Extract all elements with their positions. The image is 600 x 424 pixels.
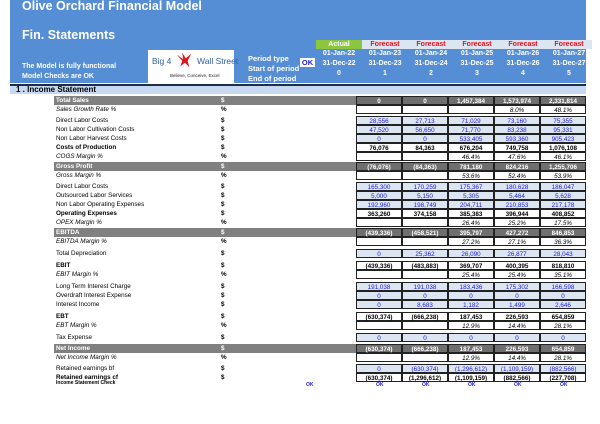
table-row bbox=[54, 96, 586, 105]
eagle-icon bbox=[175, 51, 193, 69]
table-cell[interactable]: 210,853 bbox=[494, 200, 540, 209]
period-number: 4 bbox=[521, 70, 525, 77]
table-cell: 385,383 bbox=[448, 209, 494, 218]
table-cell: 396,944 bbox=[494, 209, 540, 218]
row-unit: $ bbox=[221, 201, 225, 208]
row-label: COGS Margin % bbox=[56, 153, 103, 160]
table-cell[interactable]: 71,770 bbox=[448, 125, 494, 134]
row-label: Retained earnings cf bbox=[56, 374, 118, 381]
period-start: 01-Jan-22 bbox=[322, 50, 356, 57]
period-end: 31-Dec-23 bbox=[368, 60, 402, 67]
table-cell bbox=[356, 237, 402, 246]
table-row bbox=[54, 228, 586, 237]
table-cell[interactable]: 0 bbox=[540, 333, 586, 342]
table-cell: 2,331,814 bbox=[540, 96, 586, 105]
table-cell[interactable]: 905,423 bbox=[540, 134, 586, 143]
table-cell[interactable]: 198,749 bbox=[402, 200, 448, 209]
table-cell: 676,204 bbox=[448, 143, 494, 152]
table-cell[interactable]: 47,520 bbox=[356, 125, 402, 134]
period-column-5 bbox=[546, 40, 592, 79]
table-cell: 17.5% bbox=[540, 218, 586, 227]
row-unit: $ bbox=[221, 97, 225, 104]
table-cell bbox=[402, 353, 448, 362]
row-unit: $ bbox=[221, 292, 225, 299]
table-cell: (483,883) bbox=[402, 261, 448, 270]
row-label: Outsourced Labor Services bbox=[56, 192, 133, 199]
logo-right-text: Wall Street bbox=[197, 56, 239, 66]
table-cell[interactable]: 204,711 bbox=[448, 200, 494, 209]
table-cell: (666,238) bbox=[402, 344, 448, 353]
row-label: Operating Expenses bbox=[56, 210, 117, 217]
row-unit: $ bbox=[221, 301, 225, 308]
table-cell: 27.1% bbox=[494, 237, 540, 246]
row-label: Direct Labor Costs bbox=[56, 183, 109, 190]
table-cell bbox=[356, 353, 402, 362]
table-row bbox=[54, 333, 586, 342]
table-cell[interactable]: 73,160 bbox=[494, 116, 540, 125]
table-cell: 84,363 bbox=[402, 143, 448, 152]
table-cell[interactable]: (882,566) bbox=[540, 364, 586, 373]
table-cell: 27.2% bbox=[448, 237, 494, 246]
check-ok: OK bbox=[514, 382, 522, 388]
row-unit: $ bbox=[221, 334, 225, 341]
table-cell bbox=[356, 152, 402, 161]
table-cell bbox=[448, 105, 494, 114]
row-unit: % bbox=[221, 271, 227, 278]
label-end-of-period: End of period bbox=[248, 74, 297, 83]
table-row bbox=[54, 218, 586, 227]
label-start-of-period: Start of period bbox=[248, 64, 300, 73]
table-row bbox=[54, 171, 586, 180]
row-unit: $ bbox=[221, 345, 225, 352]
table-cell bbox=[402, 152, 448, 161]
table-cell: (882,566) bbox=[494, 373, 540, 382]
label-period-type: Period type bbox=[248, 54, 289, 63]
table-cell: 12.9% bbox=[448, 321, 494, 330]
table-cell: 35.1% bbox=[540, 270, 586, 279]
row-label: EBITDA bbox=[56, 229, 80, 236]
table-cell[interactable]: 0 bbox=[356, 134, 402, 143]
table-cell: 363,260 bbox=[356, 209, 402, 218]
table-row bbox=[54, 209, 586, 218]
table-cell bbox=[402, 105, 448, 114]
table-cell[interactable]: 5,628 bbox=[540, 191, 586, 200]
table-cell: 12.9% bbox=[448, 353, 494, 362]
row-label: Direct Labor Costs bbox=[56, 117, 109, 124]
table-row bbox=[54, 364, 586, 373]
table-cell[interactable]: (1,296,612) bbox=[448, 364, 494, 373]
row-unit: % bbox=[221, 106, 227, 113]
table-cell[interactable]: 191,038 bbox=[356, 282, 402, 291]
row-unit: $ bbox=[221, 374, 225, 381]
table-cell[interactable]: 533,405 bbox=[448, 134, 494, 143]
row-label: Sales Growth Rate % bbox=[56, 106, 117, 113]
table-cell: 46.4% bbox=[448, 152, 494, 161]
table-row bbox=[54, 373, 586, 382]
table-cell: 400,395 bbox=[494, 261, 540, 270]
table-cell[interactable]: 28,043 bbox=[540, 249, 586, 258]
table-cell bbox=[402, 270, 448, 279]
table-row bbox=[54, 116, 586, 125]
table-cell: (1,109,159) bbox=[448, 373, 494, 382]
table-cell[interactable]: 0 bbox=[540, 291, 586, 300]
table-cell: (666,238) bbox=[402, 312, 448, 321]
section-title: 1 . Income Statement bbox=[16, 85, 97, 94]
row-label: Interest Income bbox=[56, 301, 100, 308]
table-row bbox=[54, 134, 586, 143]
table-cell: (439,336) bbox=[356, 261, 402, 270]
section-header-income-statement bbox=[10, 84, 586, 94]
table-cell: 408,852 bbox=[540, 209, 586, 218]
table-row bbox=[54, 282, 586, 291]
table-cell: 8.0% bbox=[494, 105, 540, 114]
table-cell: 48.1% bbox=[540, 105, 586, 114]
model-title: Olive Orchard Financial Model bbox=[22, 0, 202, 13]
table-cell: 226,593 bbox=[494, 312, 540, 321]
row-unit: $ bbox=[221, 126, 225, 133]
row-label: Retained earnings bf bbox=[56, 365, 115, 372]
table-cell: 25.4% bbox=[448, 270, 494, 279]
period-type: Forecast bbox=[500, 40, 546, 49]
table-cell[interactable]: 191,038 bbox=[402, 282, 448, 291]
period-number: 2 bbox=[429, 70, 433, 77]
table-cell: (630,374) bbox=[356, 373, 402, 382]
row-label: Gross Profit bbox=[56, 163, 93, 170]
table-cell: 824,216 bbox=[494, 162, 540, 171]
status-checks: Model Checks are OK bbox=[22, 73, 94, 80]
table-cell: 25.2% bbox=[494, 218, 540, 227]
table-cell: 26.4% bbox=[448, 218, 494, 227]
table-cell[interactable]: (630,374) bbox=[402, 364, 448, 373]
table-cell: 781,180 bbox=[448, 162, 494, 171]
period-type: Actual bbox=[316, 40, 362, 49]
row-label: Tax Expense bbox=[56, 334, 93, 341]
row-label: Net Income Margin % bbox=[56, 354, 117, 361]
table-cell: 47.6% bbox=[494, 152, 540, 161]
row-label: Gross Margin % bbox=[56, 172, 102, 179]
model-status bbox=[22, 62, 116, 82]
check-ok: OK bbox=[376, 382, 384, 388]
row-unit: % bbox=[221, 322, 227, 329]
table-cell: 46.1% bbox=[540, 152, 586, 161]
table-cell: (630,374) bbox=[356, 312, 402, 321]
table-cell[interactable]: 175,367 bbox=[448, 182, 494, 191]
table-row bbox=[54, 291, 586, 300]
check-ok: OK bbox=[560, 382, 568, 388]
table-cell: 28.1% bbox=[540, 353, 586, 362]
row-label: Long Term Interest Charge bbox=[56, 283, 131, 290]
table-cell[interactable]: 5,464 bbox=[494, 191, 540, 200]
table-cell: 14.4% bbox=[494, 353, 540, 362]
table-row bbox=[54, 162, 586, 171]
table-cell bbox=[402, 218, 448, 227]
row-label: EBITDA Margin % bbox=[56, 238, 107, 245]
check-ok: OK bbox=[306, 382, 314, 388]
row-label: EBIT Margin % bbox=[56, 271, 99, 278]
table-cell: 25.4% bbox=[494, 270, 540, 279]
period-column-0 bbox=[316, 40, 362, 79]
table-cell bbox=[402, 171, 448, 180]
row-label: EBIT bbox=[56, 262, 71, 269]
table-row bbox=[54, 353, 586, 362]
table-cell: 374,158 bbox=[402, 209, 448, 218]
table-cell bbox=[356, 270, 402, 279]
table-cell: 187,453 bbox=[448, 344, 494, 353]
check-ok: OK bbox=[422, 382, 430, 388]
row-unit: $ bbox=[221, 144, 225, 151]
table-cell[interactable]: 0 bbox=[448, 291, 494, 300]
table-cell: 749,758 bbox=[494, 143, 540, 152]
table-cell[interactable]: 26,090 bbox=[448, 249, 494, 258]
table-cell[interactable]: 1,182 bbox=[448, 300, 494, 309]
table-cell[interactable]: 0 bbox=[356, 300, 402, 309]
table-cell[interactable]: 170,259 bbox=[402, 182, 448, 191]
table-cell: (458,521) bbox=[402, 228, 448, 237]
table-cell: 395,797 bbox=[448, 228, 494, 237]
table-cell: 1,076,108 bbox=[540, 143, 586, 152]
table-row bbox=[54, 321, 586, 330]
table-cell: 427,272 bbox=[494, 228, 540, 237]
period-number: 0 bbox=[337, 70, 341, 77]
period-column-1 bbox=[362, 40, 408, 79]
logo-left-text: Big 4 bbox=[152, 56, 172, 66]
ok-badge: OK bbox=[301, 58, 314, 67]
row-label: Total Sales bbox=[56, 97, 89, 104]
table-row bbox=[54, 261, 586, 270]
row-unit: $ bbox=[221, 210, 225, 217]
row-unit: % bbox=[221, 354, 227, 361]
row-unit: $ bbox=[221, 313, 225, 320]
table-cell[interactable]: 166,598 bbox=[540, 282, 586, 291]
table-cell: 0 bbox=[402, 96, 448, 105]
table-row bbox=[54, 249, 586, 258]
table-cell bbox=[356, 321, 402, 330]
table-cell[interactable]: 180,628 bbox=[494, 182, 540, 191]
table-cell[interactable]: 0 bbox=[402, 134, 448, 143]
sheet-title: Fin. Statements bbox=[22, 28, 116, 42]
table-row bbox=[54, 344, 586, 353]
table-cell: (630,374) bbox=[356, 344, 402, 353]
header-top-band bbox=[236, 0, 586, 13]
table-cell[interactable]: 75,355 bbox=[540, 116, 586, 125]
table-cell[interactable]: 593,360 bbox=[494, 134, 540, 143]
table-cell: 0 bbox=[356, 96, 402, 105]
table-cell[interactable]: 0 bbox=[448, 333, 494, 342]
period-start: 01-Jan-27 bbox=[552, 50, 586, 57]
status-functional: The Model is fully functional bbox=[22, 63, 117, 70]
table-cell: 1,573,974 bbox=[494, 96, 540, 105]
row-label: Net Income bbox=[56, 345, 90, 352]
table-cell[interactable]: 25,362 bbox=[402, 249, 448, 258]
period-number: 1 bbox=[383, 70, 387, 77]
table-cell: 52.4% bbox=[494, 171, 540, 180]
table-row bbox=[54, 182, 586, 191]
period-start: 01-Jan-25 bbox=[460, 50, 494, 57]
row-unit: $ bbox=[221, 250, 225, 257]
table-cell: 654,859 bbox=[540, 312, 586, 321]
table-row bbox=[54, 143, 586, 152]
row-unit: $ bbox=[221, 192, 225, 199]
table-cell: 187,453 bbox=[448, 312, 494, 321]
table-cell[interactable]: 5,000 bbox=[356, 191, 402, 200]
row-unit: % bbox=[221, 219, 227, 226]
table-row bbox=[54, 312, 586, 321]
table-cell[interactable]: 28,556 bbox=[356, 116, 402, 125]
row-unit: % bbox=[221, 238, 227, 245]
table-cell[interactable]: 27,713 bbox=[402, 116, 448, 125]
period-type: Forecast bbox=[362, 40, 408, 49]
table-cell[interactable]: 175,302 bbox=[494, 282, 540, 291]
table-cell[interactable]: 95,331 bbox=[540, 125, 586, 134]
row-label: Total Depreciation bbox=[56, 250, 107, 257]
table-cell: 28.1% bbox=[540, 321, 586, 330]
table-cell bbox=[356, 218, 402, 227]
table-cell[interactable]: 83,238 bbox=[494, 125, 540, 134]
period-type: Forecast bbox=[408, 40, 454, 49]
row-unit: $ bbox=[221, 229, 225, 236]
table-cell bbox=[356, 171, 402, 180]
table-cell: 1,255,706 bbox=[540, 162, 586, 171]
period-number: 3 bbox=[475, 70, 479, 77]
table-cell[interactable]: 186,047 bbox=[540, 182, 586, 191]
table-row bbox=[54, 152, 586, 161]
table-cell: (76,076) bbox=[356, 162, 402, 171]
period-type: Forecast bbox=[546, 40, 592, 49]
row-unit: % bbox=[221, 153, 227, 160]
table-cell: 226,593 bbox=[494, 344, 540, 353]
table-cell[interactable]: 8,683 bbox=[402, 300, 448, 309]
table-cell[interactable]: 183,436 bbox=[448, 282, 494, 291]
period-column-3 bbox=[454, 40, 500, 79]
row-unit: % bbox=[221, 172, 227, 179]
table-cell: (1,296,612) bbox=[402, 373, 448, 382]
table-cell[interactable]: 71,029 bbox=[448, 116, 494, 125]
table-row bbox=[54, 105, 586, 114]
period-end: 31-Dec-24 bbox=[414, 60, 448, 67]
table-cell[interactable]: 1,499 bbox=[494, 300, 540, 309]
table-cell[interactable]: 0 bbox=[494, 333, 540, 342]
table-cell[interactable]: 0 bbox=[402, 333, 448, 342]
period-column-4 bbox=[500, 40, 546, 79]
row-label: EBT bbox=[56, 313, 69, 320]
row-label: Non Labor Harvest Costs bbox=[56, 135, 127, 142]
table-cell[interactable]: 0 bbox=[402, 291, 448, 300]
row-label: Non Labor Operating Expenses bbox=[56, 201, 145, 208]
period-type: Forecast bbox=[454, 40, 500, 49]
table-cell: 369,707 bbox=[448, 261, 494, 270]
period-column-2 bbox=[408, 40, 454, 79]
table-cell[interactable]: 0 bbox=[494, 291, 540, 300]
row-unit: $ bbox=[221, 135, 225, 142]
row-label: Costs of Production bbox=[56, 144, 117, 151]
table-row bbox=[54, 270, 586, 279]
row-unit: $ bbox=[221, 365, 225, 372]
table-cell[interactable]: 26,877 bbox=[494, 249, 540, 258]
table-cell: 654,859 bbox=[540, 344, 586, 353]
table-cell[interactable]: 165,300 bbox=[356, 182, 402, 191]
title-bar bbox=[10, 0, 236, 13]
table-cell: (439,336) bbox=[356, 228, 402, 237]
table-cell: 53.9% bbox=[540, 171, 586, 180]
row-unit: $ bbox=[221, 262, 225, 269]
table-cell[interactable]: 0 bbox=[356, 364, 402, 373]
table-cell[interactable]: 56,650 bbox=[402, 125, 448, 134]
table-cell[interactable]: 0 bbox=[356, 291, 402, 300]
period-end: 31-Dec-25 bbox=[460, 60, 494, 67]
table-cell bbox=[402, 321, 448, 330]
period-end: 31-Dec-26 bbox=[506, 60, 540, 67]
table-row bbox=[54, 300, 586, 309]
row-unit: $ bbox=[221, 117, 225, 124]
row-unit: $ bbox=[221, 283, 225, 290]
table-row bbox=[54, 200, 586, 209]
check-ok: OK bbox=[468, 382, 476, 388]
table-row bbox=[54, 125, 586, 134]
table-cell[interactable]: 217,178 bbox=[540, 200, 586, 209]
table-cell[interactable]: 5,150 bbox=[402, 191, 448, 200]
period-end: 31-Dec-27 bbox=[552, 60, 586, 67]
table-cell bbox=[356, 105, 402, 114]
table-cell bbox=[402, 237, 448, 246]
period-end: 31-Dec-22 bbox=[322, 60, 356, 67]
table-cell: 1,457,384 bbox=[448, 96, 494, 105]
table-cell: 53.6% bbox=[448, 171, 494, 180]
company-logo bbox=[148, 50, 239, 87]
table-cell[interactable]: 0 bbox=[356, 333, 402, 342]
row-unit: $ bbox=[221, 163, 225, 170]
row-unit: $ bbox=[221, 183, 225, 190]
period-number: 5 bbox=[567, 70, 571, 77]
period-start: 01-Jan-23 bbox=[368, 50, 402, 57]
table-row bbox=[54, 237, 586, 246]
row-label: OPEX Margin % bbox=[56, 219, 102, 226]
table-row bbox=[54, 191, 586, 200]
period-start: 01-Jan-24 bbox=[414, 50, 448, 57]
table-cell: (84,363) bbox=[402, 162, 448, 171]
table-cell: 846,853 bbox=[540, 228, 586, 237]
row-label: EBT Margin % bbox=[56, 322, 97, 329]
table-cell[interactable]: 2,646 bbox=[540, 300, 586, 309]
table-cell[interactable]: 5,305 bbox=[448, 191, 494, 200]
row-label: Overdraft Interest Expense bbox=[56, 292, 132, 299]
check-label: Income Statement Check bbox=[56, 380, 116, 386]
logo-tagline: Believe, Conceive, Excel bbox=[170, 73, 220, 78]
table-cell[interactable]: (1,109,159) bbox=[494, 364, 540, 373]
table-cell: 36.3% bbox=[540, 237, 586, 246]
table-cell[interactable]: 0 bbox=[356, 249, 402, 258]
table-cell: 76,076 bbox=[356, 143, 402, 152]
period-start: 01-Jan-26 bbox=[506, 50, 540, 57]
table-cell: 14.4% bbox=[494, 321, 540, 330]
row-label: Non Labor Cultivation Costs bbox=[56, 126, 135, 133]
table-cell: (227,708) bbox=[540, 373, 586, 382]
table-cell[interactable]: 192,960 bbox=[356, 200, 402, 209]
table-cell: 818,810 bbox=[540, 261, 586, 270]
